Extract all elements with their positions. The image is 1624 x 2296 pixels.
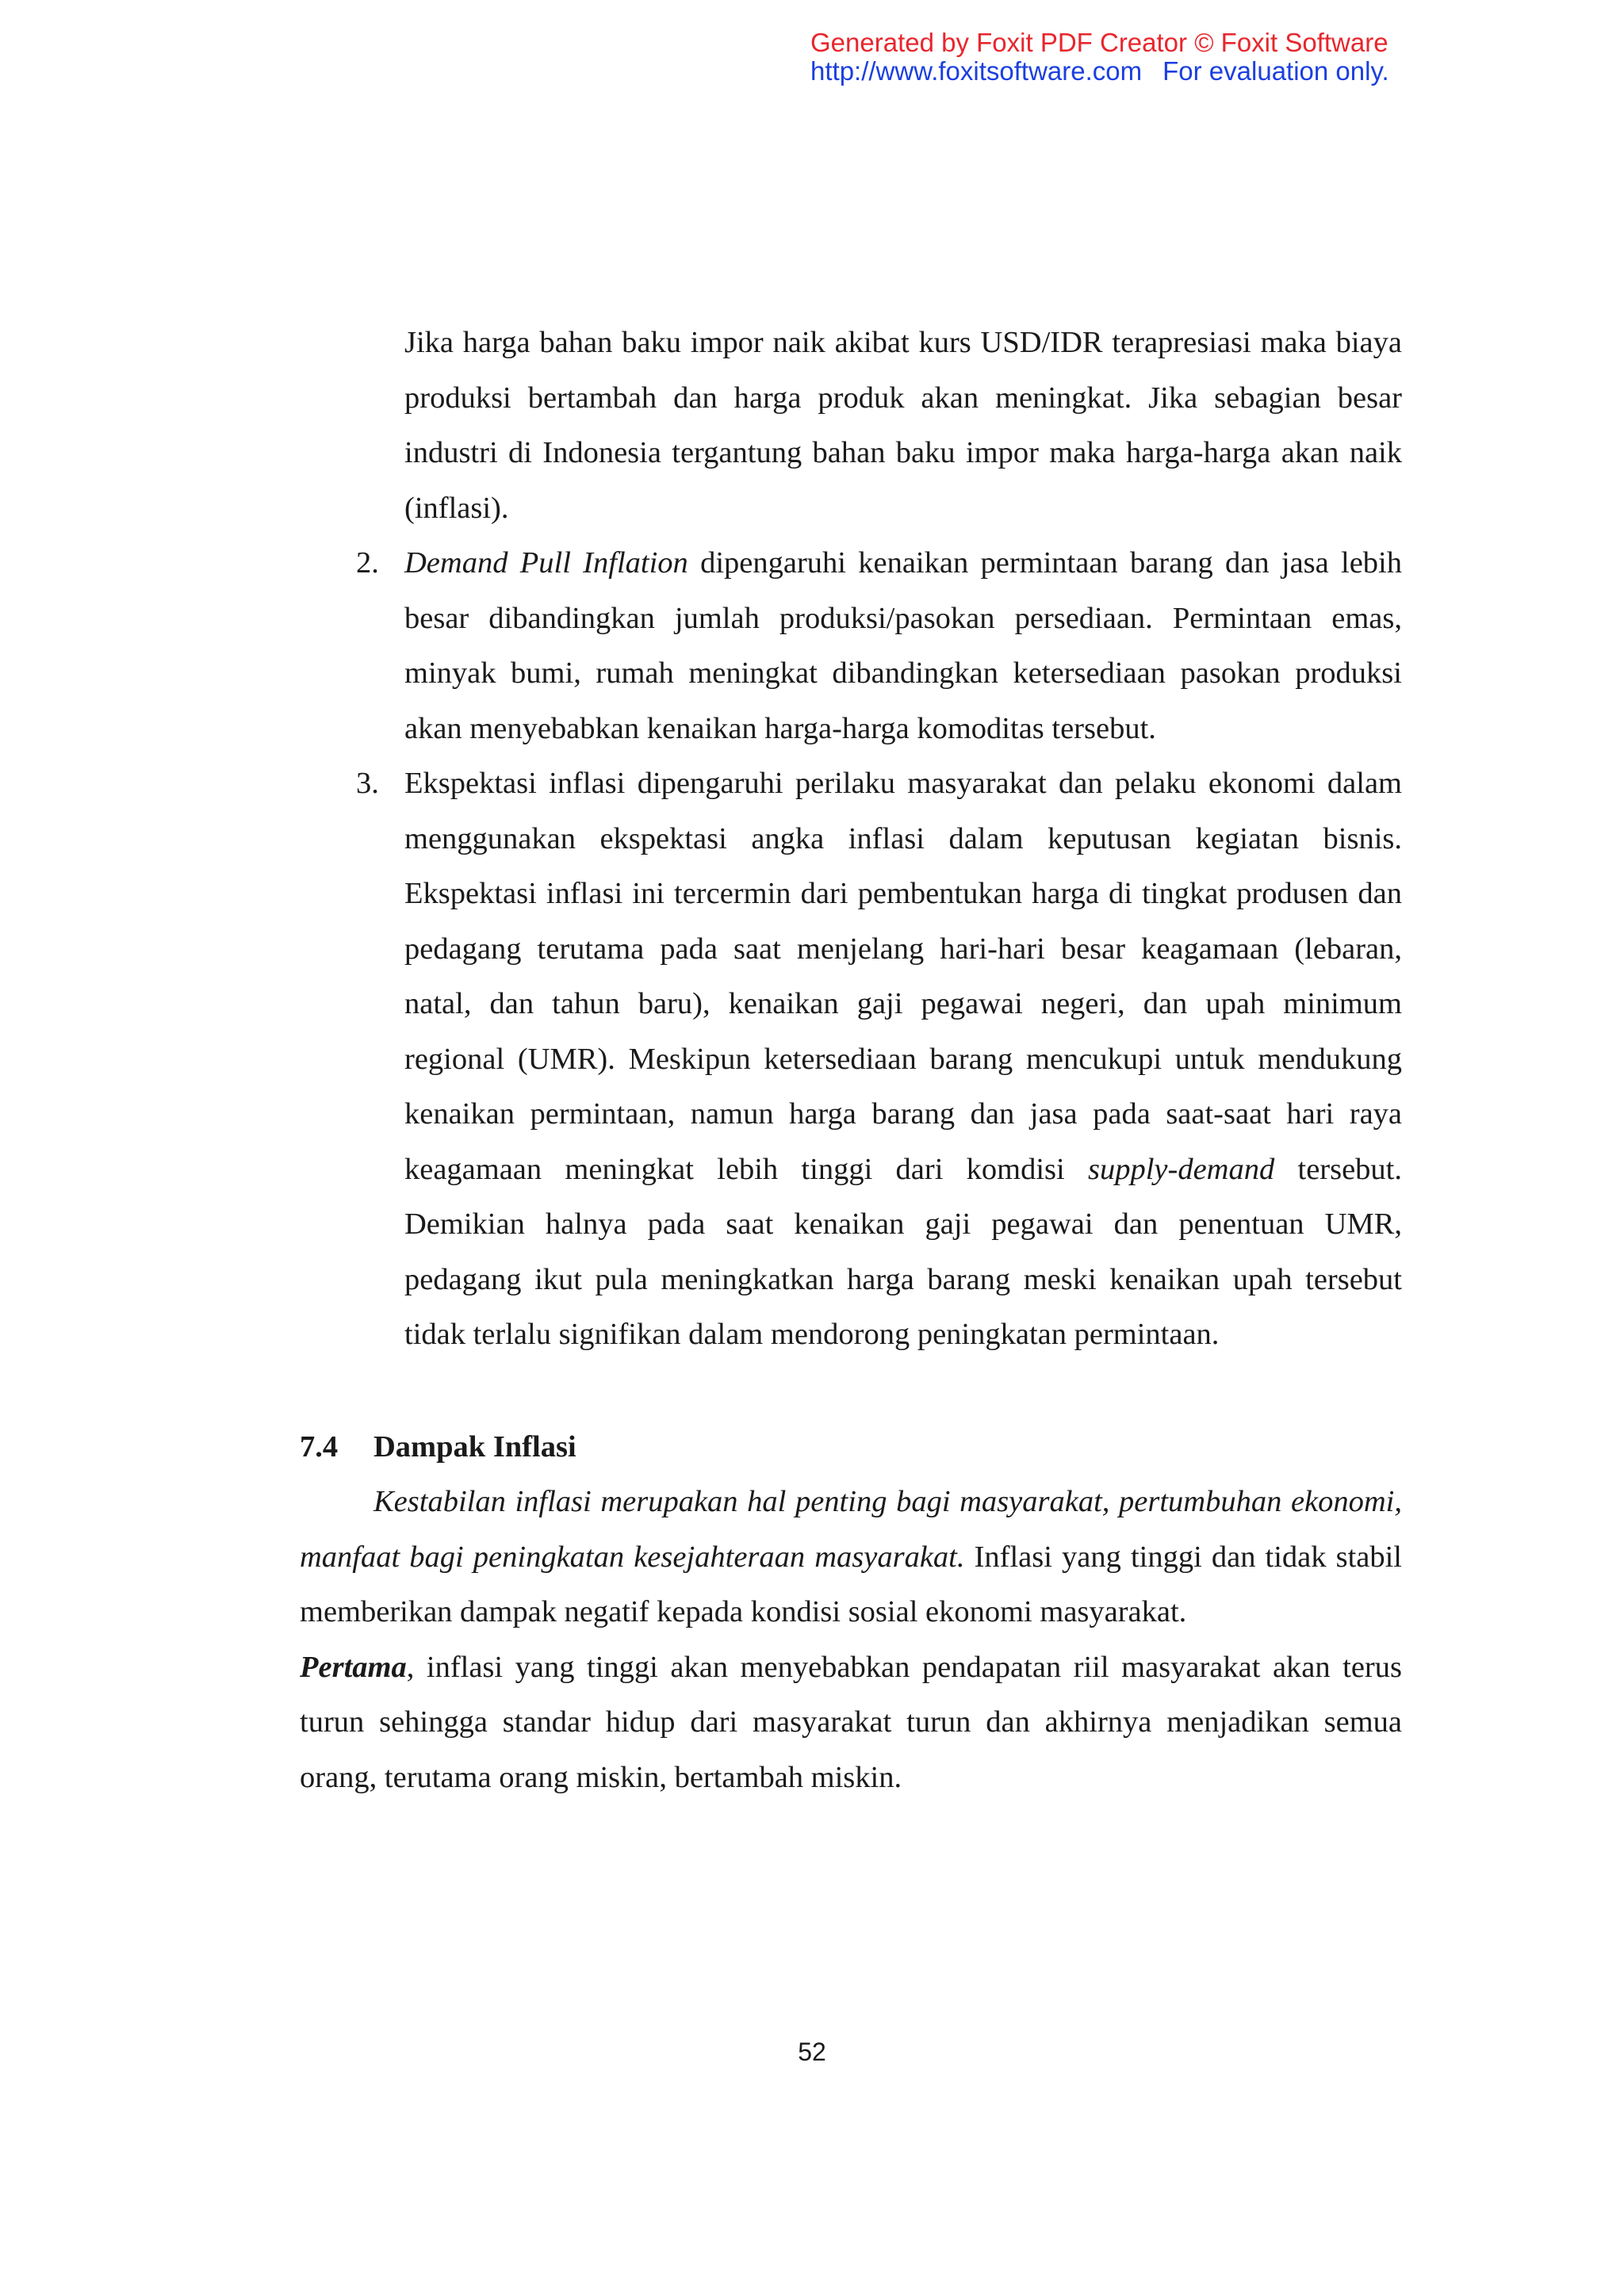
first-impact-paragraph	[300, 1640, 1402, 1806]
intro-italic: Kestabilan inflasi merupakan hal penting bagi masyarakat, pertumbuhan ekonomi, manfaat bagi peningkatan kesejahteraan masyarakat.	[300, 1485, 1402, 1574]
list-item-demand-pull	[356, 536, 1402, 756]
watermark-generator-line: Generated by Foxit PDF Creator © Foxit Software	[810, 28, 1388, 57]
continued-paragraph: Jika harga bahan baku impor naik akibat kurs USD/IDR terapresiasi maka biaya produksi bertambah dan harga produk akan meningkat. Jika sebagian besar industri di Indonesia tergantung bahan baku impor maka harga-harga akan naik (inflasi).	[404, 326, 1402, 525]
list-item-body-a: Ekspektasi inflasi dipengaruhi perilaku masyarakat dan pelaku ekonomi dalam menggunakan ekspektasi angka inflasi dalam keputusan kegiatan bisnis. Ekspektasi inflasi ini tercermin dari pembentukan harga di tingkat produsen dan pedagang terutama pada saat menjelang hari-hari besar keagamaan (lebaran, natal, dan tahun baru), kenaikan gaji pegawai negeri, dan upah minimum regional (UMR). Meskipun ketersediaan barang mencukupi untuk mendukung kenaikan permintaan, namun harga barang dan jasa pada saat-saat hari raya keagamaan meningkat lebih tinggi dari komdisi	[404, 767, 1402, 1186]
watermark-note: For evaluation only.	[1162, 56, 1389, 86]
term-demand-pull-inflation: Demand Pull Inflation	[404, 546, 688, 580]
list-item-body: dipengaruhi kenaikan permintaan barang dan jasa lebih besar dibandingkan jumlah produksi/pasokan persediaan. Permintaan emas, minyak bumi, rumah meningkat dibandingkan ketersediaan pasokan produksi akan menyebabkan kenaikan harga-harga komoditas tersebut.	[404, 546, 1402, 745]
section-heading	[300, 1420, 1402, 1475]
section-intro-paragraph	[300, 1475, 1402, 1640]
first-impact-text: , inflasi yang tinggi akan menyebabkan pendapatan riil masyarakat akan terus turun sehingga standar hidup dari masyarakat turun dan akhirnya menjadikan semua orang, terutama orang miskin, bertambah miskin.	[300, 1650, 1402, 1794]
list-item-expectation	[356, 756, 1402, 1363]
section-title: Dampak Inflasi	[373, 1429, 576, 1464]
list-item-body-b: tersebut. Demikian halnya pada saat kenaikan gaji pegawai dan penentuan UMR, pedagang ikut pula meningkatkan harga barang meski kenaikan upah tersebut tidak terlalu signifikan dalam mendorong peningkatan permintaan.	[404, 1152, 1402, 1351]
intro-rest: Inflasi yang tinggi dan tidak stabil memberikan dampak negatif kepada kondisi sosial ekonomi masyarakat.	[300, 1540, 1402, 1628]
section-number: 7.4	[300, 1429, 339, 1464]
list-item-text	[404, 756, 1402, 1363]
first-label: Pertama	[300, 1650, 407, 1684]
list-number: 3.	[356, 767, 379, 800]
foxit-watermark	[810, 29, 1603, 86]
watermark-url-line	[810, 57, 1603, 86]
document-body	[300, 316, 1402, 1805]
page-number: 52	[798, 2038, 826, 2066]
list-number: 2.	[356, 546, 379, 580]
list-item-text	[404, 536, 1402, 756]
term-supply-demand: supply-demand	[1088, 1152, 1275, 1186]
watermark-url[interactable]: http://www.foxitsoftware.com	[810, 56, 1143, 86]
section-spacer	[300, 1363, 1402, 1420]
